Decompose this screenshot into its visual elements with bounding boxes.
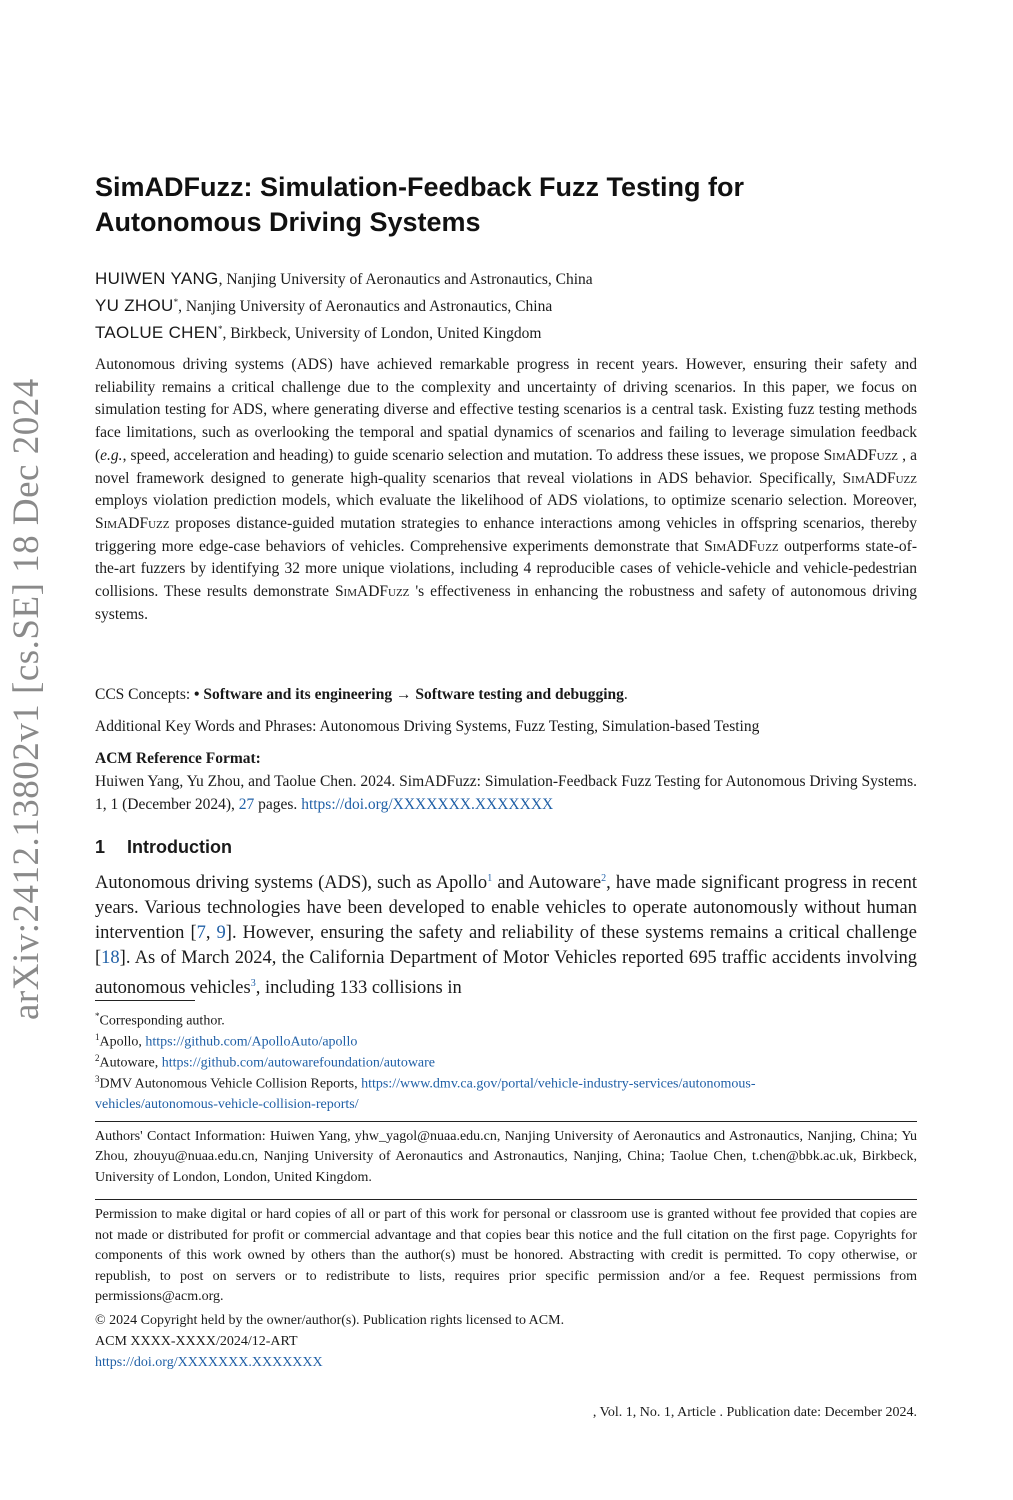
permission-divider (95, 1199, 917, 1200)
footnote-ref[interactable]: 3 (250, 978, 256, 990)
author-name: YU ZHOU (95, 296, 174, 316)
footnote-ref[interactable]: 1 (487, 873, 493, 884)
page-footer: , Vol. 1, No. 1, Article . Publication date: December 2024. (592, 1405, 917, 1420)
citation-link[interactable]: 9 (216, 923, 226, 944)
author-line: TAOLUE CHEN*, Birkbeck, University of London, United Kingdom (95, 323, 542, 343)
arxiv-stamp: arXiv:2412.13802v1 [cs.SE] 18 Dec 2024 (6, 378, 47, 1020)
doi-link[interactable]: https://doi.org/XXXXXXX.XXXXXXX (301, 795, 554, 813)
dmv-link-cont[interactable]: vehicles/autonomous-vehicle-collision-reports/ (95, 1097, 359, 1113)
section-heading: 1 Introduction (95, 837, 232, 857)
citation-link[interactable]: 7 (196, 923, 206, 944)
pages-link[interactable]: 27 (238, 795, 255, 813)
permission-notice: Permission to make digital or hard copies of all or part of this work for personal or classroom use is granted without fee provided that copies are not made or distributed for profit or commercial advantage and that copies bear this notice and the full citation on the first page. Copyrights for components of this work owned by others than the author(s) must be honored. Abstracting with credit is permitted. To copy otherwise, or republish, to post on servers or to redistribute to lists, requires prior specific permission and/or a fee. Request permissions from permissions@acm.org. (95, 1207, 917, 1304)
dmv-link[interactable]: https://www.dmv.ca.gov/portal/vehicle-industry-services/autonomous- (361, 1076, 756, 1092)
author-mark: * (173, 297, 179, 307)
footnote-3: $^3$DMV Autonomous Vehicle Collision Reports, https://www.dmv.ca.gov/portal/vehicle-industry-services/autonomous- vehicles/autonomous-vehicle-collision-reports/ (95, 1074, 756, 1113)
author-mark: * (217, 324, 223, 334)
acm-number: ACM XXXX-XXXX/2024/12-ART (95, 1334, 298, 1349)
contact-divider (95, 1121, 917, 1122)
introduction-text: Autonomous driving systems (ADS), such as Apollo$^1$ and Autoware$^2$, have made significant progress in recent years. Various technologies have been developed to enable vehicles to operate autonomously without human intervention [7, 9]. However, ensuring the safety and reliability of these systems remains a critical challenge [18]. As of March 2024, the California Department of Motor Vehicles reported 695 traffic accidents involving autonomous vehicles$^3$, including 133 collisions in (95, 873, 917, 999)
copyright: © 2024 Copyright held by the owner/author(s). Publication rights licensed to ACM. (95, 1313, 565, 1328)
footnote-1: $^1$Apollo, https://github.com/ApolloAuto/apollo (95, 1032, 358, 1050)
reference-heading: ACM Reference Format: (95, 750, 261, 767)
keywords: Additional Key Words and Phrases: Autonomous Driving Systems, Fuzz Testing, Simulation-based Testing (95, 718, 760, 735)
footnote-ref[interactable]: 2 (601, 873, 607, 884)
citation-link[interactable]: 18 (101, 948, 120, 969)
author-line: YU ZHOU*, Nanjing University of Aeronautics and Astronautics, China (95, 296, 553, 316)
paper-title: SimADFuzz: Simulation-Feedback Fuzz Testing for Autonomous Driving Systems (95, 172, 745, 237)
footnote-2: $^2$Autoware, https://github.com/autowarefoundation/autoware (95, 1053, 436, 1071)
ccs-concepts: CCS Concepts: • Software and its engineering → Software testing and debugging. (95, 686, 628, 703)
doi-footer (95, 1353, 323, 1374)
author-affiliation: Nanjing University of Aeronautics and Astronautics, China (185, 298, 553, 316)
reference-format: Huiwen Yang, Yu Zhou, and Taolue Chen. 2024. SimADFuzz: Simulation-Feedback Fuzz Testing for Autonomous Driving Systems. 1, 1 (December 2024), 27 pages. https://doi.org/XXXXXXX.XXXXXXX (95, 773, 918, 813)
author-line: HUIWEN YANG, Nanjing University of Aeronautics and Astronautics, China (95, 269, 593, 289)
abstract: Autonomous driving systems (ADS) have achieved remarkable progress in recent years. However, ensuring their safety and reliability remains a critical challenge due to the complexity and uncertainty of driving scenarios. In this paper, we focus on simulation testing for ADS, where generating diverse and effective testing scenarios is a central task. Existing fuzz testing methods face limitations, such as overlooking the temporal and spatial dynamics of scenarios and failing to leverage simulation feedback (e.g., speed, acceleration and heading) to guide scenario selection and mutation. To address these issues, we propose SimADFuzz , a novel framework designed to generate high-quality scenarios that reveal violations in ADS behavior. Specifically, SimADFuzz employs violation prediction models, which evaluate the likelihood of ADS violations, to optimize scenario selection. Moreover, SimADFuzz proposes distance-guided mutation strategies to enhance interactions among vehicles in offspring scenarios, thereby triggering more edge-case behaviors of vehicles. Comprehensive experiments demonstrate that SimADFuzz outperforms state-of-the-art fuzzers by identifying 32 more unique violations, including 4 reproducible cases of vehicle-vehicle and vehicle-pedestrian collisions. These results demonstrate SimADFuzz 's effectiveness in enhancing the robustness and safety of autonomous driving systems. (95, 356, 917, 623)
author-name: TAOLUE CHEN (95, 323, 218, 343)
doi-footer-link[interactable]: https://doi.org/XXXXXXX.XXXXXXX (95, 1355, 323, 1370)
author-affiliation: Nanjing University of Aeronautics and Astronautics, China (226, 271, 593, 289)
author-affiliation: Birkbeck, University of London, United Kingdom (230, 325, 542, 343)
contact-info: Authors' Contact Information: Huiwen Yang, yhw_yagol@nuaa.edu.cn, Nanjing University of Aeronautics and Astronautics, Nanjing, China; Yu Zhou, zhouyu@nuaa.edu.cn, Nanjing University of Aeronautics and Astronautics, Nanjing, China; Taolue Chen, t.chen@bbk.ac.uk, Birkbeck, University of London, London, United Kingdom. (95, 1129, 917, 1185)
author-name: HUIWEN YANG (95, 269, 219, 289)
autoware-link[interactable]: https://github.com/autowarefoundation/autoware (161, 1055, 436, 1071)
footnote-divider (95, 1000, 195, 1001)
footnote-corresponding: *Corresponding author. (95, 1011, 225, 1029)
apollo-link[interactable]: https://github.com/ApolloAuto/apollo (145, 1034, 358, 1050)
